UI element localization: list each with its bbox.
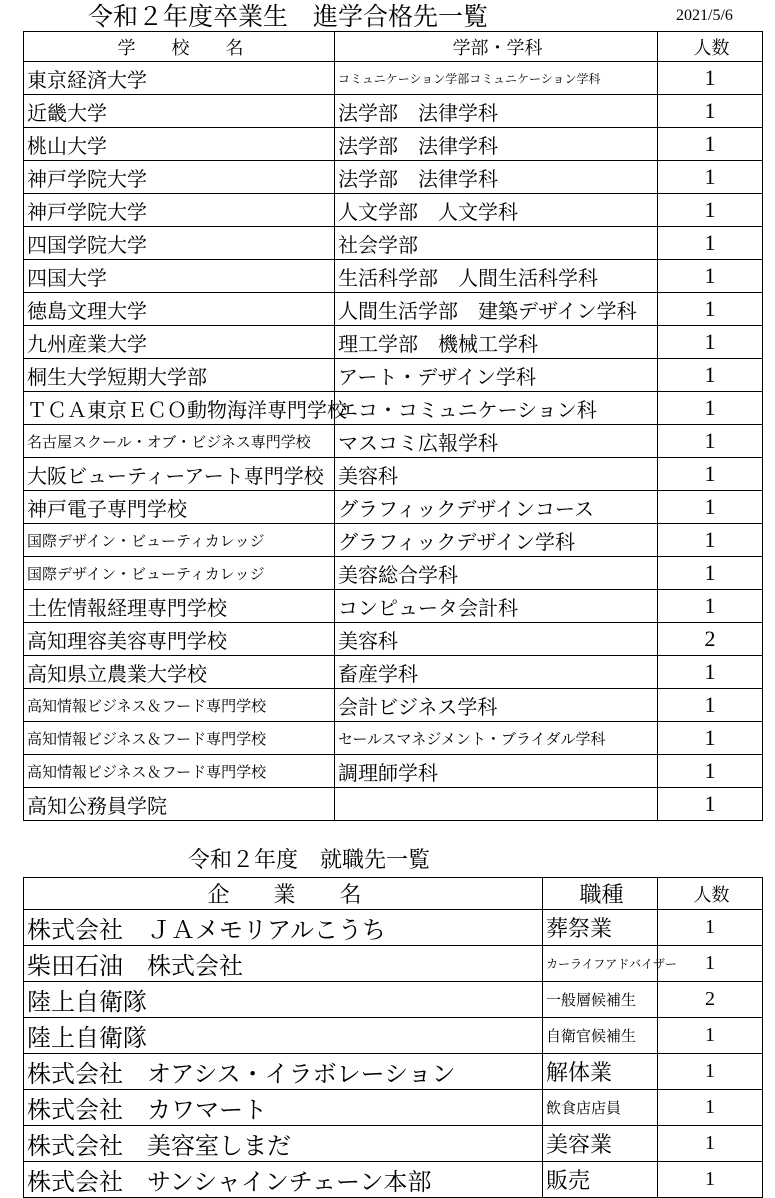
- table-row: [24, 788, 763, 821]
- department-cell: 人間生活学部 建築デザイン学科: [335, 293, 658, 326]
- school-name-cell: 神戸学院大学: [24, 194, 335, 227]
- count-cell: 2: [658, 982, 763, 1018]
- department-cell: 生活科学部 人間生活科学科: [335, 260, 658, 293]
- school-name-cell: 高知情報ビジネス＆フード専門学校: [24, 722, 335, 755]
- count-cell: 1: [658, 788, 763, 821]
- count-cell: 1: [658, 524, 763, 557]
- table-header-row: [24, 878, 763, 910]
- department-cell: 美容科: [335, 458, 658, 491]
- table-row: [24, 458, 763, 491]
- school-name-cell: 桐生大学短期大学部: [24, 359, 335, 392]
- school-name-cell: 国際デザイン・ビューティカレッジ: [24, 524, 335, 557]
- count-cell: 1: [658, 1126, 763, 1162]
- department-cell: セールスマネジメント・ブライダル学科: [335, 722, 658, 755]
- table-row: [24, 946, 763, 982]
- count-cell: 1: [658, 910, 763, 946]
- table-row: [24, 161, 763, 194]
- count-cell: 1: [658, 1162, 763, 1198]
- count-cell: 1: [658, 128, 763, 161]
- table-row: [24, 260, 763, 293]
- job-type-cell: 解体業: [543, 1054, 658, 1090]
- count-cell: 1: [658, 227, 763, 260]
- school-name-cell: 高知情報ビジネス＆フード専門学校: [24, 755, 335, 788]
- table-row: [24, 689, 763, 722]
- company-name-cell: 陸上自衛隊: [24, 1018, 543, 1054]
- table-row: [24, 656, 763, 689]
- school-name-cell: 大阪ビューティーアート専門学校: [24, 458, 335, 491]
- department-cell: 美容総合学科: [335, 557, 658, 590]
- company-name-cell: 株式会社 オアシス・イラボレーション: [24, 1054, 543, 1090]
- table-row: [24, 557, 763, 590]
- table-row: [24, 623, 763, 656]
- column-header-count: 人数: [658, 878, 763, 910]
- table-row: [24, 1090, 763, 1126]
- count-cell: 1: [658, 326, 763, 359]
- school-name-cell: 九州産業大学: [24, 326, 335, 359]
- department-cell: 美容科: [335, 623, 658, 656]
- table-row: [24, 1054, 763, 1090]
- job-type-cell: 飲食店店員: [543, 1090, 658, 1126]
- table-row: [24, 425, 763, 458]
- department-cell: マスコミ広報学科: [335, 425, 658, 458]
- department-cell: 社会学部: [335, 227, 658, 260]
- job-type-cell: 一般層候補生: [543, 982, 658, 1018]
- count-cell: 1: [658, 755, 763, 788]
- count-cell: 1: [658, 260, 763, 293]
- department-cell: アート・デザイン学科: [335, 359, 658, 392]
- count-cell: 1: [658, 1090, 763, 1126]
- school-name-cell: 名古屋スクール・オブ・ビジネス専門学校: [24, 425, 335, 458]
- company-name-cell: 株式会社 ＪＡメモリアルこうち: [24, 910, 543, 946]
- count-cell: 1: [658, 722, 763, 755]
- count-cell: 1: [658, 946, 763, 982]
- count-cell: 1: [658, 491, 763, 524]
- employment-title: 令和２年度 就職先一覧: [188, 848, 431, 873]
- department-cell: コンピュータ会計科: [335, 590, 658, 623]
- table-row: [24, 326, 763, 359]
- count-cell: 1: [658, 392, 763, 425]
- count-cell: 1: [658, 1054, 763, 1090]
- admissions-table: [23, 31, 763, 821]
- count-cell: 1: [658, 359, 763, 392]
- school-name-cell: 四国大学: [24, 260, 335, 293]
- table-row: [24, 1018, 763, 1054]
- count-cell: 1: [658, 557, 763, 590]
- school-name-cell: ＴＣＡ東京ＥＣＯ動物海洋専門学校: [24, 392, 335, 425]
- count-cell: 1: [658, 1018, 763, 1054]
- school-name-cell: 高知情報ビジネス＆フード専門学校: [24, 689, 335, 722]
- school-name-cell: 四国学院大学: [24, 227, 335, 260]
- count-cell: 2: [658, 623, 763, 656]
- employment-table: [23, 877, 763, 1198]
- table-row: [24, 128, 763, 161]
- job-type-cell: 葬祭業: [543, 910, 658, 946]
- department-cell: グラフィックデザインコース: [335, 491, 658, 524]
- table-row: [24, 62, 763, 95]
- table-row: [24, 227, 763, 260]
- document-date: 2021/5/6: [676, 7, 733, 24]
- table-row: [24, 95, 763, 128]
- count-cell: 1: [658, 161, 763, 194]
- table-row: [24, 359, 763, 392]
- column-header-count: 人数: [658, 32, 763, 62]
- school-name-cell: 土佐情報経理専門学校: [24, 590, 335, 623]
- department-cell: 人文学部 人文学科: [335, 194, 658, 227]
- table-row: [24, 590, 763, 623]
- school-name-cell: 桃山大学: [24, 128, 335, 161]
- department-cell: 理工学部 機械工学科: [335, 326, 658, 359]
- table-row: [24, 722, 763, 755]
- job-type-cell: 美容業: [543, 1126, 658, 1162]
- count-cell: 1: [658, 689, 763, 722]
- table-row: [24, 491, 763, 524]
- company-name-cell: 株式会社 サンシャインチェーン本部: [24, 1162, 543, 1198]
- table-row: [24, 982, 763, 1018]
- count-cell: 1: [658, 293, 763, 326]
- department-cell: グラフィックデザイン学科: [335, 524, 658, 557]
- school-name-cell: 国際デザイン・ビューティカレッジ: [24, 557, 335, 590]
- department-cell: 会計ビジネス学科: [335, 689, 658, 722]
- column-header-school: 学 校 名: [24, 32, 335, 62]
- count-cell: 1: [658, 95, 763, 128]
- department-cell: コミュニケーション学部コミュニケーション学科: [335, 62, 658, 95]
- job-type-cell: 自衛官候補生: [543, 1018, 658, 1054]
- school-name-cell: 高知公務員学院: [24, 788, 335, 821]
- table-row: [24, 1162, 763, 1198]
- table-header-row: [24, 32, 763, 62]
- count-cell: 1: [658, 590, 763, 623]
- column-header-department: 学部・学科: [335, 32, 658, 62]
- school-name-cell: 近畿大学: [24, 95, 335, 128]
- table-row: [24, 194, 763, 227]
- table-row: [24, 293, 763, 326]
- count-cell: 1: [658, 425, 763, 458]
- department-cell: エコ・コミュニケーション科: [335, 392, 658, 425]
- school-name-cell: 東京経済大学: [24, 62, 335, 95]
- school-name-cell: 高知県立農業大学校: [24, 656, 335, 689]
- count-cell: 1: [658, 458, 763, 491]
- table-row: [24, 1126, 763, 1162]
- department-cell: 調理師学科: [335, 755, 658, 788]
- job-type-cell: カーライフアドバイザー: [543, 946, 658, 982]
- school-name-cell: 高知理容美容専門学校: [24, 623, 335, 656]
- company-name-cell: 株式会社 カワマート: [24, 1090, 543, 1126]
- department-cell: 法学部 法律学科: [335, 161, 658, 194]
- table-row: [24, 755, 763, 788]
- department-cell: 法学部 法律学科: [335, 128, 658, 161]
- column-header-job: 職種: [543, 878, 658, 910]
- count-cell: 1: [658, 656, 763, 689]
- count-cell: 1: [658, 194, 763, 227]
- company-name-cell: 柴田石油 株式会社: [24, 946, 543, 982]
- department-cell: [335, 788, 658, 821]
- school-name-cell: 神戸学院大学: [24, 161, 335, 194]
- department-cell: 畜産学科: [335, 656, 658, 689]
- job-type-cell: 販売: [543, 1162, 658, 1198]
- school-name-cell: 徳島文理大学: [24, 293, 335, 326]
- page-title: 令和２年度卒業生 進学合格先一覧: [88, 2, 489, 31]
- school-name-cell: 神戸電子専門学校: [24, 491, 335, 524]
- column-header-company: 企 業 名: [24, 878, 543, 910]
- table-row: [24, 910, 763, 946]
- company-name-cell: 陸上自衛隊: [24, 982, 543, 1018]
- table-row: [24, 524, 763, 557]
- company-name-cell: 株式会社 美容室しまだ: [24, 1126, 543, 1162]
- count-cell: 1: [658, 62, 763, 95]
- table-row: [24, 392, 763, 425]
- department-cell: 法学部 法律学科: [335, 95, 658, 128]
